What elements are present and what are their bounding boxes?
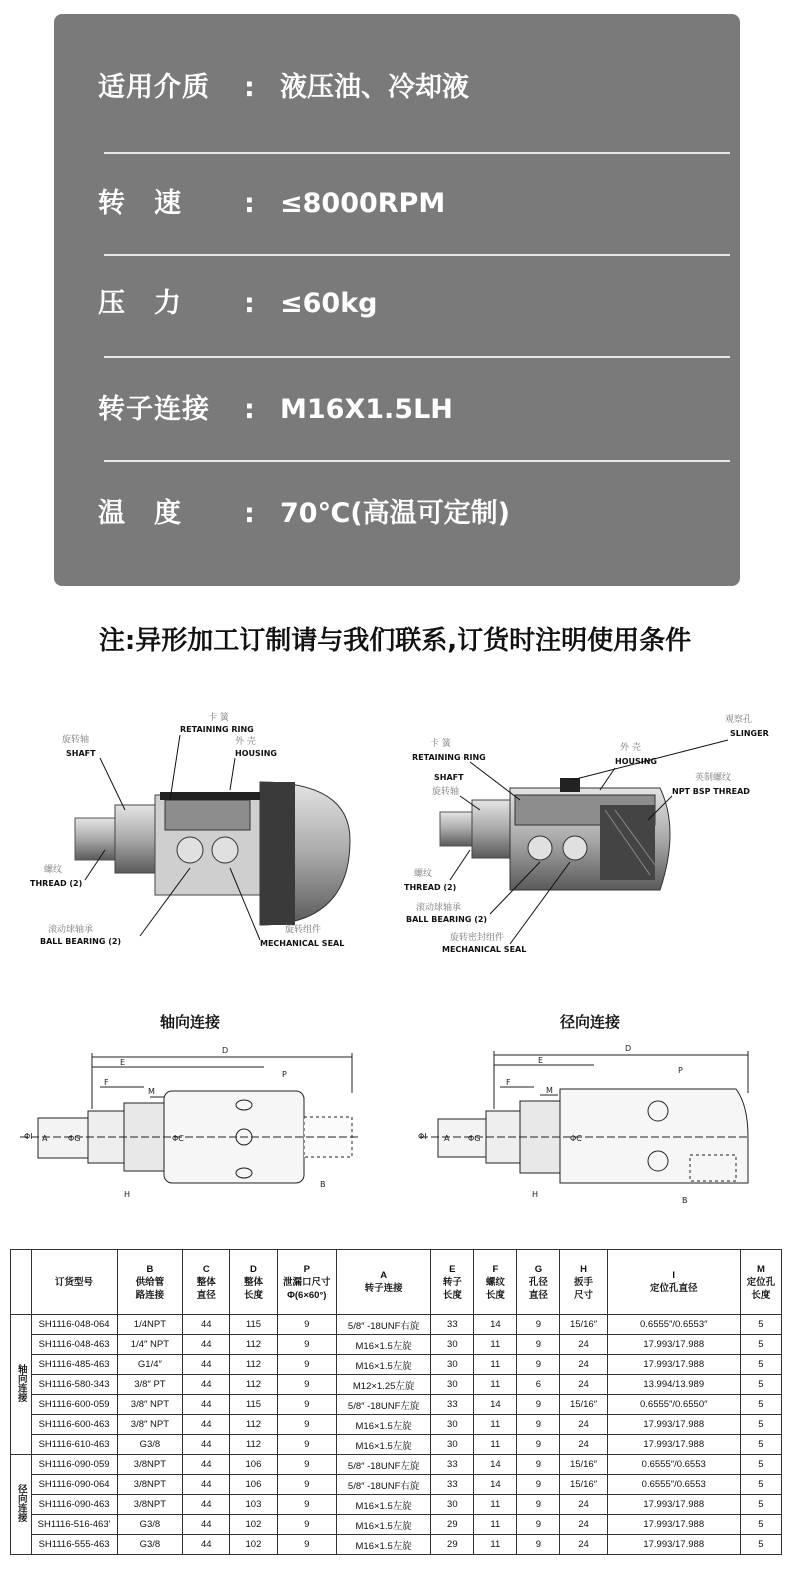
divider [104,152,730,154]
table-cell: 5 [740,1415,781,1435]
table-cell: 9 [277,1355,336,1375]
table-cell: 3/8NPT [117,1495,183,1515]
table-cell: 30 [431,1375,474,1395]
cutaway-right-diagram [404,700,780,970]
dim-M: M [148,1087,155,1096]
dim-C: ΦC [570,1134,582,1143]
table-cell: 44 [183,1535,230,1555]
table-cell: SH1116-580-343 [31,1375,117,1395]
label-slinger-cn: 观察孔 [725,715,753,725]
table-cell: 9 [517,1435,560,1455]
table-header-line: F [492,1263,499,1275]
label-thread-cn: 螺纹 [414,869,433,879]
label-bearing: BALL BEARING (2) [40,937,122,946]
axial-drawing [20,1005,390,1215]
table-row [11,1535,782,1555]
table-header-line: 尺寸 [574,1289,594,1301]
table-cell: G3/8 [117,1535,183,1555]
table-cell: 30 [431,1335,474,1355]
table-cell: 9 [277,1335,336,1355]
table-cell: 11 [474,1335,517,1355]
spec-row-speed [54,174,740,234]
table-cell: SH1116-048-463 [31,1335,117,1355]
spec-colon: : [244,288,255,319]
cutaway-left-diagram [30,700,400,970]
table-cell: 17.993/17.988 [607,1515,740,1535]
table-header-line: G [534,1263,543,1275]
spec-label: 转子连接 [98,394,210,425]
table-cell: 15/16″ [560,1475,607,1495]
spec-panel [54,14,740,586]
table-cell: 112 [230,1335,277,1355]
table-cell: 3/8NPT [117,1475,183,1495]
label-thread-cn: 螺纹 [44,865,63,875]
table-cell: 24 [560,1435,607,1455]
table-cell: 112 [230,1375,277,1395]
table-row [11,1375,782,1395]
table-cell: 17.993/17.988 [607,1355,740,1375]
order-note: 注:异形加工订制请与我们联系,订货时注明使用条件 [98,626,692,656]
table-cell: 24 [560,1335,607,1355]
table-cell: 5 [740,1335,781,1355]
dim-G: ΦG [68,1134,81,1143]
table-cell: 9 [277,1475,336,1495]
label-housing: HOUSING [615,757,657,766]
dim-I: ΦI [418,1132,427,1141]
table-cell: 13.994/13.989 [607,1375,740,1395]
table-cell: 29 [431,1535,474,1555]
table-header-line: 转子连接 [364,1283,403,1294]
table-header-line: 路连接 [135,1289,165,1301]
label-bearing-cn: 滚动球轴承 [416,903,462,913]
table-cell: 5 [740,1315,781,1335]
table-cell: 14 [474,1395,517,1415]
table-row [11,1455,782,1475]
label-seal-cn: 旋转组件 [285,925,322,935]
table-cell: 9 [277,1515,336,1535]
table-cell: 44 [183,1315,230,1335]
table-cell: 9 [517,1495,560,1515]
table-cell: 33 [431,1475,474,1495]
label-npt-thread-cn: 英制螺纹 [695,773,732,783]
table-header-line: C [202,1263,210,1275]
divider [104,460,730,462]
table-header-line: 孔径 [528,1276,548,1288]
table-cell: SH1116-090-463 [31,1495,117,1515]
table-cell: 14 [474,1475,517,1495]
table-header-line: 供给管 [135,1276,165,1288]
table-cell: 0.6555″/0.6553 [607,1475,740,1495]
table-cell: 14 [474,1455,517,1475]
table-cell: SH1116-600-059 [31,1395,117,1415]
table-cell: 24 [560,1495,607,1515]
spec-colon: : [244,188,255,219]
table-cell: 9 [277,1315,336,1335]
table-cell: 3/8″ NPT [117,1395,183,1415]
table-cell: 24 [560,1375,607,1395]
table-row [11,1495,782,1515]
table-header-line: E [449,1263,456,1275]
table-cell: 44 [183,1415,230,1435]
label-seal-cn: 旋转密封组件 [450,933,505,943]
table-header-line: 螺纹 [485,1276,505,1288]
table-header-cell [517,1250,560,1315]
table-cell: 5 [740,1455,781,1475]
table-cell: 33 [431,1315,474,1335]
table-cell: 30 [431,1355,474,1375]
table-header-line: 直径 [528,1289,548,1301]
table-cell: 5 [740,1395,781,1415]
table-cell: 44 [183,1395,230,1415]
table-cell: 30 [431,1435,474,1455]
table-cell: 5/8″ -18UNF左旋 [336,1395,430,1415]
table-header-line: 整体 [243,1276,263,1288]
table-cell: 5 [740,1475,781,1495]
spec-value: ≤60kg [280,288,378,319]
table-cell: 9 [277,1375,336,1395]
table-cell: 112 [230,1435,277,1455]
drawing-title: 径向连接 [560,1013,621,1031]
table-cell: 9 [517,1355,560,1375]
table-cell: 102 [230,1535,277,1555]
spec-value: 70℃(高温可定制) [280,498,510,529]
spec-label: 压 力 [98,288,182,319]
table-header-cell [431,1250,474,1315]
dim-E: E [120,1058,126,1067]
table-cell: M16×1.5左旋 [336,1335,430,1355]
table-cell: 106 [230,1455,277,1475]
table-cell: SH1116-600-463 [31,1415,117,1435]
label-bearing-cn: 滚动球轴承 [48,925,94,935]
spec-table [10,1249,782,1555]
label-shaft: SHAFT [66,749,96,758]
table-header-line: P [303,1263,310,1275]
table-cell: 102 [230,1515,277,1535]
label-shaft-cn: 旋转轴 [62,735,90,745]
table-header-cell [31,1250,117,1315]
table-cell: 9 [277,1455,336,1475]
dim-A: A [444,1134,450,1143]
dim-F: F [506,1078,511,1087]
table-cell: 9 [277,1435,336,1455]
table-cell: 9 [277,1415,336,1435]
table-cell: 9 [277,1395,336,1415]
table-header-line: A [380,1270,388,1281]
table-cell: SH1116-090-059 [31,1455,117,1475]
spec-label: 转 速 [98,188,182,219]
table-cell: 11 [474,1355,517,1375]
label-bearing: BALL BEARING (2) [406,915,488,924]
table-header-row [11,1250,782,1315]
spec-label: 温 度 [98,498,182,529]
table-row [11,1395,782,1415]
label-retaining-ring-cn: 卡 簧 [430,739,451,749]
dim-D: D [625,1044,632,1053]
table-cell: 44 [183,1475,230,1495]
table-body [11,1315,782,1555]
table-group-label [11,1315,32,1455]
table-cell: SH1116-048-064 [31,1315,117,1335]
label-shaft: SHAFT [434,773,464,782]
table-cell: 112 [230,1415,277,1435]
radial-drawing [410,1005,780,1215]
table-cell: 112 [230,1355,277,1375]
dim-P: P [282,1070,287,1079]
divider [104,356,730,358]
table-cell: 5 [740,1355,781,1375]
table-cell: 44 [183,1355,230,1375]
table-header-line: 定位孔直径 [649,1283,698,1294]
table-cell: 5 [740,1495,781,1515]
table-cell: M16×1.5左旋 [336,1515,430,1535]
table-header-line: B [146,1263,154,1275]
table-cell: 15/16″ [560,1395,607,1415]
table-row [11,1415,782,1435]
spec-row-temperature [54,484,740,544]
table-cell: 24 [560,1355,607,1375]
rotary-union-right-cutaway [440,778,670,890]
dim-F: F [104,1078,109,1087]
table-cell: 9 [517,1315,560,1335]
table-cell: 15/16″ [560,1455,607,1475]
table-cell: 5/8″ -18UNF右旋 [336,1475,430,1495]
table-header-cell [474,1250,517,1315]
label-seal: MECHANICAL SEAL [442,945,527,954]
table-cell: 9 [517,1335,560,1355]
table-cell: 5 [740,1375,781,1395]
table-cell: 9 [517,1455,560,1475]
table-cell: 30 [431,1495,474,1515]
table-cell: G1/4″ [117,1355,183,1375]
table-cell: 44 [183,1495,230,1515]
table-cell: 17.993/17.988 [607,1535,740,1555]
table-cell: 11 [474,1415,517,1435]
table-header-cell [560,1250,607,1315]
table-header-cell [607,1250,740,1315]
table-header-line: 泄漏口尺寸 [283,1276,331,1288]
spec-value: 液压油、冷却液 [280,72,469,103]
table-header-line: 转子 [442,1276,462,1288]
rotary-union-left-cutaway [75,782,350,925]
table-corner-cell [11,1250,32,1315]
table-cell: 11 [474,1435,517,1455]
table-row [11,1355,782,1375]
table-cell: M12×1.25左旋 [336,1375,430,1395]
table-cell: 6 [517,1375,560,1395]
label-retaining-ring: RETAINING RING [180,725,254,734]
table-cell: 106 [230,1475,277,1495]
dim-C: ΦC [172,1134,184,1143]
table-cell: 115 [230,1395,277,1415]
dim-H: H [532,1190,539,1199]
label-seal: MECHANICAL SEAL [260,939,345,948]
table-cell: 5 [740,1435,781,1455]
table-cell: G3/8 [117,1515,183,1535]
table-header-line: M [756,1263,765,1275]
table-cell: SH1116-610-463 [31,1435,117,1455]
table-header-line: 整体 [196,1276,216,1288]
spec-row-pressure [54,274,740,334]
table-cell: SH1116-555-463 [31,1535,117,1555]
table-group-text: 径向连接 [15,1484,27,1522]
table-cell: 1/4NPT [117,1315,183,1335]
dim-G: ΦG [468,1134,481,1143]
table-header-line: 扳手 [574,1276,594,1288]
table-cell: 15/16″ [560,1315,607,1335]
table-cell: 0.6555″/0.6550″ [607,1395,740,1415]
dim-I: ΦI [24,1132,33,1141]
table-cell: M16×1.5左旋 [336,1355,430,1375]
table-cell: 44 [183,1455,230,1475]
table-cell: 115 [230,1315,277,1335]
table-cell: 44 [183,1375,230,1395]
table-cell: 5/8″ -18UNF左旋 [336,1455,430,1475]
table-row [11,1335,782,1355]
dim-P: P [678,1066,683,1075]
table-group-label [11,1455,32,1555]
spec-row-rotor-connection [54,380,740,440]
table-cell: 17.993/17.988 [607,1335,740,1355]
table-header-line: D [250,1263,257,1275]
table-cell: 103 [230,1495,277,1515]
table-cell: 29 [431,1515,474,1535]
table-header-cell [277,1250,336,1315]
table-cell: SH1116-090-064 [31,1475,117,1495]
table-cell: SH1116-485-463 [31,1355,117,1375]
table-row [11,1315,782,1335]
table-cell: 1/4″ NPT [117,1335,183,1355]
label-housing-cn: 外 壳 [620,743,641,753]
dim-E: E [538,1056,544,1065]
table-cell: 11 [474,1515,517,1535]
table-cell: 9 [517,1515,560,1535]
table-cell: 0.6555″/0.6553 [607,1455,740,1475]
table-header-cell [230,1250,277,1315]
table-header-line: 长度 [485,1289,505,1301]
table-header-line: 直径 [196,1289,216,1301]
table-header-line: Φ(6×60°) [287,1289,327,1301]
table-header-line: I [672,1270,676,1281]
table-header-line: 定位孔 [746,1276,776,1288]
table-header-cell [740,1250,781,1315]
drawing-title: 轴向连接 [160,1013,221,1031]
table-cell: 5 [740,1515,781,1535]
table-cell: 9 [277,1535,336,1555]
spec-label: 适用介质 [98,72,210,103]
label-npt-thread: NPT BSP THREAD [672,787,750,796]
spec-colon: : [244,498,255,529]
label-retaining-ring-cn: 卡 簧 [208,713,229,723]
table-cell: 3/8NPT [117,1455,183,1475]
label-housing-cn: 外 壳 [235,737,256,747]
dim-D: D [222,1046,229,1055]
table-cell: 11 [474,1375,517,1395]
spec-value: ≤8000RPM [280,188,446,219]
table-header-cell [117,1250,183,1315]
table-cell: 17.993/17.988 [607,1435,740,1455]
table-cell: M16×1.5左旋 [336,1495,430,1515]
dim-H: H [124,1190,131,1199]
spec-colon: : [244,72,255,103]
label-shaft-cn: 旋转轴 [432,787,460,797]
dim-M: M [546,1086,553,1095]
table-cell: M16×1.5左旋 [336,1535,430,1555]
table-header-line: 订货型号 [55,1276,94,1288]
spec-row-medium [54,58,740,118]
table-cell: 3/8″ PT [117,1375,183,1395]
table-cell: 9 [517,1395,560,1415]
label-housing: HOUSING [235,749,277,758]
table-header-line: 长度 [243,1289,263,1301]
table-cell: 9 [517,1415,560,1435]
label-thread: THREAD (2) [404,883,457,892]
table-cell: M16×1.5左旋 [336,1435,430,1455]
table-header-cell [183,1250,230,1315]
table-header-line: 长度 [442,1289,462,1301]
table-cell: 24 [560,1515,607,1535]
table-row [11,1475,782,1495]
table-cell: 33 [431,1455,474,1475]
table-cell: 0.6555″/0.6553″ [607,1315,740,1335]
table-cell: 9 [277,1495,336,1515]
table-cell: 5 [740,1535,781,1555]
table-cell: 17.993/17.988 [607,1495,740,1515]
table-cell: 30 [431,1415,474,1435]
table-cell: SH1116-516-463' [31,1515,117,1535]
table-row [11,1515,782,1535]
table-cell: 3/8″ NPT [117,1415,183,1435]
table-header-line: H [580,1263,587,1275]
table-cell: 44 [183,1435,230,1455]
table-cell: M16×1.5左旋 [336,1415,430,1435]
table-cell: 9 [517,1475,560,1495]
table-cell: 11 [474,1495,517,1515]
table-cell: 24 [560,1415,607,1435]
dim-B: B [682,1196,688,1205]
dim-B: B [320,1180,326,1189]
table-header-line: 长度 [751,1289,771,1301]
table-header-cell [336,1250,430,1315]
spec-value: M16X1.5LH [280,394,453,425]
spec-colon: : [244,394,255,425]
table-cell: G3/8 [117,1435,183,1455]
label-retaining-ring: RETAINING RING [412,753,486,762]
table-cell: 9 [517,1535,560,1555]
table-group-text: 轴向连接 [15,1364,27,1402]
table-cell: 44 [183,1515,230,1535]
divider [104,254,730,256]
table-cell: 5/8″ -18UNF右旋 [336,1315,430,1335]
label-thread: THREAD (2) [30,879,83,888]
label-slinger: SLINGER [730,729,769,738]
table-cell: 44 [183,1335,230,1355]
table-cell: 24 [560,1535,607,1555]
table-row [11,1435,782,1455]
table-cell: 17.993/17.988 [607,1415,740,1435]
table-cell: 11 [474,1535,517,1555]
dim-A: A [42,1134,48,1143]
table-cell: 14 [474,1315,517,1335]
table-cell: 33 [431,1395,474,1415]
